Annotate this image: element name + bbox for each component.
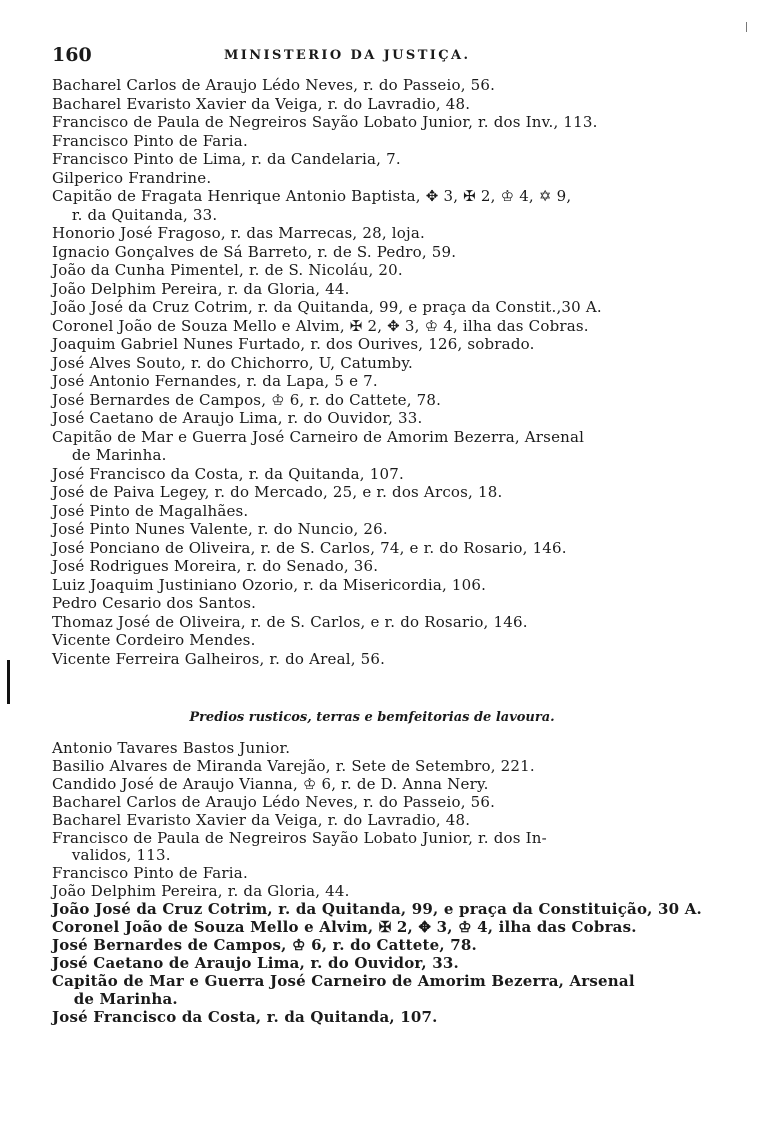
- list-item: r. da Quitanda, 33.: [52, 205, 218, 224]
- list-item: Capitão de Fragata Henrique Antonio Baptista, ✥ 3, ✠ 2, ♔ 4, ✡ 9,: [52, 187, 572, 205]
- list-item: Candido José de Araujo Vianna, ♔ 6, r. de D. Anna Nery.: [52, 774, 489, 793]
- section-heading: Predios rusticos, terras e bemfeitorias de lavoura.: [189, 710, 555, 725]
- rural-properties-list: [52, 739, 702, 1027]
- page-header: [52, 44, 692, 68]
- list-item: José Caetano de Araujo Lima, r. do Ouvidor, 33.: [52, 409, 423, 427]
- running-title: MINISTERIO DA JUSTIÇA.: [224, 48, 471, 63]
- list-item: de Marinha.: [52, 446, 167, 464]
- list-item: Coronel João de Souza Mello e Alvim, ✠ 2, ✥ 3, ♔ 4, ilha das Cobras.: [52, 316, 589, 335]
- list-item: Bacharel Carlos de Araujo Lédo Neves, r. do Passeio, 56.: [52, 76, 496, 94]
- list-item: Vicente Cordeiro Mendes.: [52, 631, 256, 649]
- list-item: Vicente Ferreira Galheiros, r. do Areal, 56.: [52, 649, 386, 668]
- list-item: José Rodrigues Moreira, r. do Senado, 36.: [52, 557, 379, 575]
- list-item: João da Cunha Pimentel, r. de S. Nicoláu, 20.: [52, 261, 403, 279]
- list-item: Bacharel Evaristo Xavier da Veiga, r. do Lavradio, 48.: [52, 810, 471, 829]
- list-item: José Francisco da Costa, r. da Quitanda, 107.: [52, 464, 404, 483]
- list-item: Honorio José Fragoso, r. das Marrecas, 28, loja.: [52, 224, 425, 242]
- list-item: José Francisco da Costa, r. da Quitanda, 107.: [52, 1007, 438, 1026]
- list-item: Francisco Pinto de Lima, r. da Candelaria, 7.: [52, 150, 401, 168]
- list-item: Pedro Cesario dos Santos.: [52, 594, 257, 612]
- list-item: João Delphim Pereira, r. da Gloria, 44.: [52, 882, 350, 901]
- list-item: José de Paiva Legey, r. do Mercado, 25, e r. dos Arcos, 18.: [52, 483, 503, 501]
- list-item: Bacharel Carlos de Araujo Lédo Neves, r. do Passeio, 56.: [52, 792, 496, 811]
- list-item: Coronel João de Souza Mello e Alvim, ✠ 2, ✥ 3, ♔ 4, ilha das Cobras.: [52, 918, 637, 937]
- page-number: 160: [52, 44, 92, 66]
- list-item: Francisco Pinto de Faria.: [52, 131, 248, 150]
- list-item: Francisco de Paula de Negreiros Sayão Lobato Junior, r. dos In-: [52, 828, 547, 847]
- list-item: Francisco Pinto de Faria.: [52, 864, 248, 883]
- list-item: Ignacio Gonçalves de Sá Barreto, r. de S. Pedro, 59.: [52, 242, 457, 261]
- list-item: Luiz Joaquim Justiniano Ozorio, r. da Misericordia, 106.: [52, 575, 487, 594]
- list-item: Capitão de Mar e Guerra José Carneiro de Amorim Bezerra, Arsenal: [52, 971, 635, 990]
- list-item: José Bernardes de Campos, ♔ 6, r. do Cattete, 78.: [52, 390, 442, 409]
- list-item: Antonio Tavares Bastos Junior.: [52, 739, 291, 757]
- list-item: Francisco de Paula de Negreiros Sayão Lobato Junior, r. dos Inv., 113.: [52, 113, 598, 131]
- list-item: José Bernardes de Campos, ♔ 6, r. do Cattete, 78.: [52, 935, 477, 954]
- owners-list: [52, 76, 692, 668]
- list-item: João José da Cruz Cotrim, r. da Quitanda, 99, e praça da Constituição, 30 A.: [52, 900, 702, 919]
- list-item: Capitão de Mar e Guerra José Carneiro de Amorim Bezerra, Arsenal: [52, 427, 585, 446]
- list-item: de Marinha.: [52, 989, 178, 1008]
- list-item: José Pinto de Magalhães.: [52, 501, 249, 520]
- list-item: Thomaz José de Oliveira, r. de S. Carlos, e r. do Rosario, 146.: [52, 612, 528, 631]
- margin-mark: [7, 660, 10, 704]
- list-item: Bacharel Evaristo Xavier da Veiga, r. do Lavradio, 48.: [52, 94, 471, 113]
- list-item: Gilperico Frandrine.: [52, 168, 212, 187]
- list-item: Joaquim Gabriel Nunes Furtado, r. dos Ourives, 126, sobrado.: [52, 335, 535, 353]
- corner-mark: [746, 22, 747, 32]
- list-item: José Caetano de Araujo Lima, r. do Ouvidor, 33.: [52, 953, 459, 972]
- list-item: José Antonio Fernandes, r. da Lapa, 5 e 7.: [52, 372, 378, 390]
- list-item: João José da Cruz Cotrim, r. da Quitanda, 99, e praça da Constit.,30 A.: [52, 298, 602, 316]
- list-item: José Pinto Nunes Valente, r. do Nuncio, 26.: [52, 520, 388, 538]
- list-item: Basilio Alvares de Miranda Varejão, r. Sete de Setembro, 221.: [52, 756, 535, 775]
- list-item: José Alves Souto, r. do Chichorro, U, Catumby.: [52, 353, 413, 372]
- list-item: João Delphim Pereira, r. da Gloria, 44.: [52, 279, 350, 298]
- list-item: José Ponciano de Oliveira, r. de S. Carlos, 74, e r. do Rosario, 146.: [52, 538, 567, 557]
- list-item: validos, 113.: [52, 846, 171, 865]
